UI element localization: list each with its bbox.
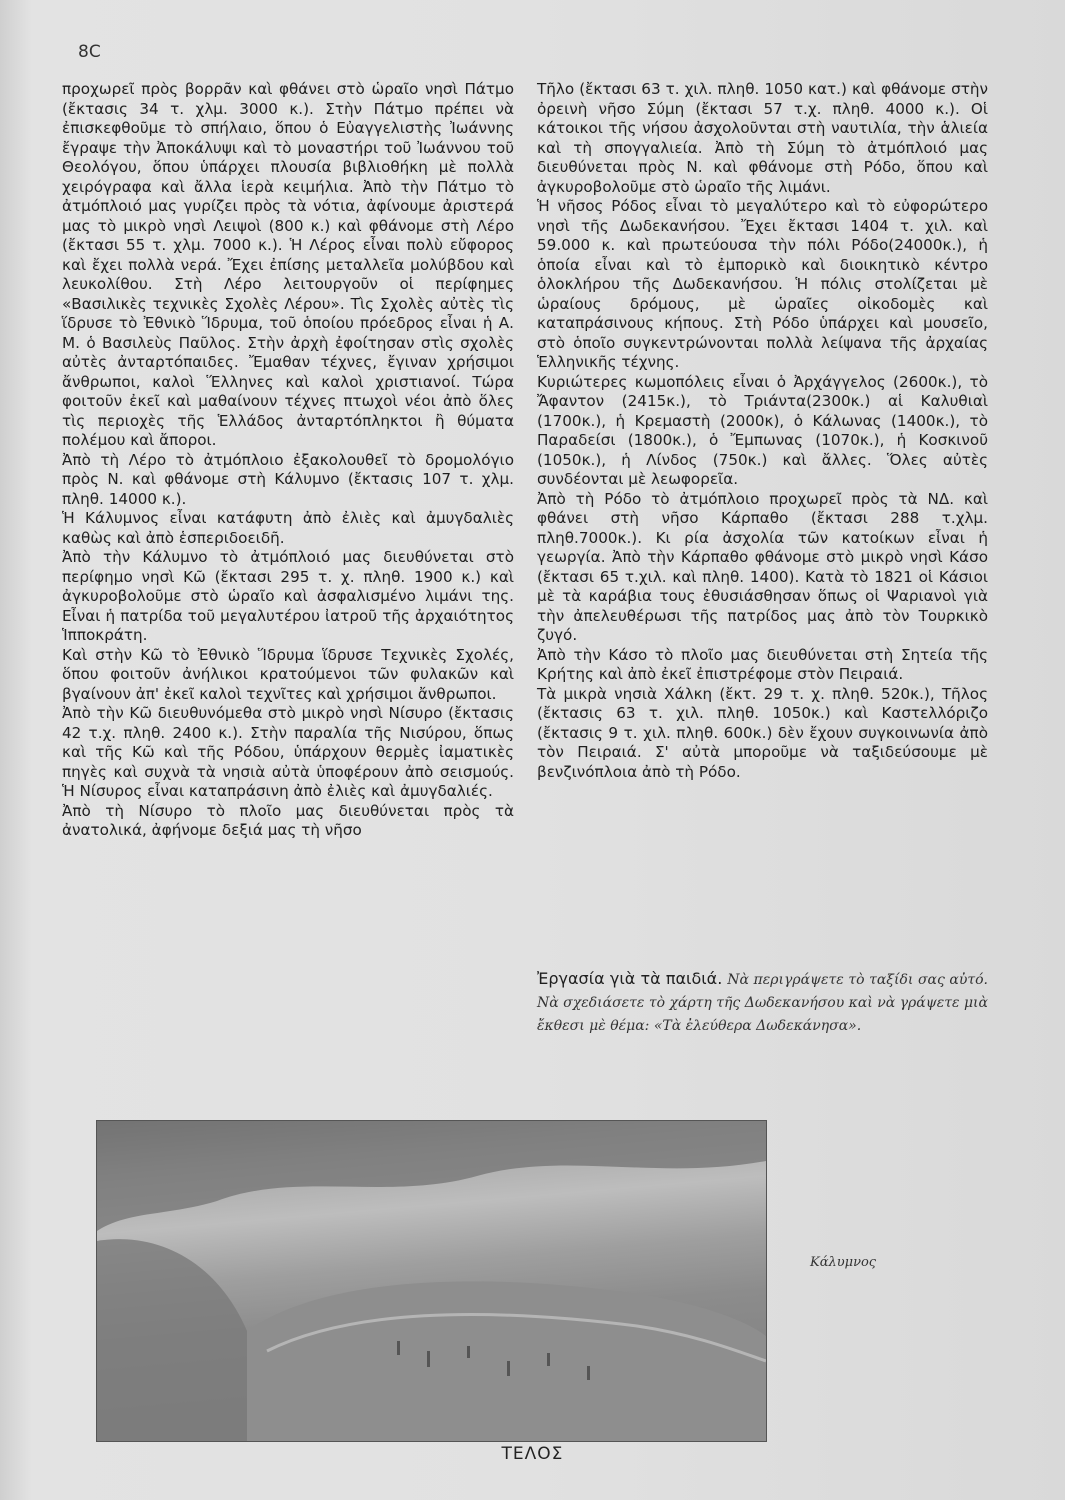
harbor-illustration — [97, 1121, 766, 1441]
exercise-text: Νὰ περιγράψετε τὸ ταξίδι σας αὐτό. Νὰ σχεδιάσετε τὸ χάρτη τῆς Δωδεκανήσου καὶ νὰ γράψετε μιὰ ἔκθεσι μὲ θέμα: «Τὰ ἐλεύθερα Δωδεκάνησα». — [537, 972, 988, 1034]
paragraph: Ἡ Κάλυμνος εἶναι κατάφυτη ἀπὸ ἐλιὲς καὶ ἀμυγδαλιὲς καθὼς καὶ ἀπὸ ἑσπεριδοειδῆ. — [62, 509, 514, 547]
paragraph: Ἀπὸ τὴ Λέρο τὸ ἀτμόπλοιο ἐξακολουθεῖ τὸ δρομολόγιο πρὸς Ν. καὶ φθάνομε στὴ Κάλυμνο (ἔκτασις 107 τ. χλμ. πληθ. 14000 κ.). — [62, 450, 514, 508]
paragraph: Τὰ μικρὰ νησιὰ Χάλκη (ἔκτ. 29 τ. χ. πληθ. 520κ.), Τῆλος (ἔκτασις 63 τ. χιλ. πληθ. 1050κ.) καὶ Καστελλόριζο (ἔκτασις 9 τ. χιλ. πληθ. 600κ.) δὲν ἔχουν συγκοινωνία ἀπὸ τὸν Πειραιά. Σ' αὐτὰ μποροῦμε νὰ ταξιδεύσουμε μὲ βενζινόπλοια ἀπὸ τὴ Ρόδο. — [537, 684, 988, 781]
paragraph: Ἀπὸ τὴν Κῶ διευθυνόμεθα στὸ μικρὸ νησὶ Νίσυρο (ἔκτασις 42 τ.χ. πληθ. 2400 κ.). Στὴν παραλία τῆς Νισύρου, ὅπως καὶ τῆς Κῶ καὶ τῆς Ρόδου, ὑπάρχουν θερμὲς ἰαματικὲς πηγὲς καὶ συχνὰ τὰ νησιὰ αὐτὰ ὑποφέρουν ἀπὸ σεισμούς. Ἡ Νίσυρος εἶναι καταπράσινη ἀπὸ ἐλιὲς καὶ ἀμυγδαλιές. — [62, 704, 514, 800]
paragraph: Καὶ στὴν Κῶ τὸ Ἐθνικὸ Ἵδρυμα ἵδρυσε Τεχνικὲς Σχολές, ὅπου φοιτοῦν ἀνήλικοι κρατούμενοι τῶν φυλακῶν καὶ βγαίνουν ἀπ' ἐκεῖ καλοὶ τεχνῖτες καὶ χρήσιμοι ἄνθρωποι. — [62, 645, 514, 703]
paragraph: Τῆλο (ἔκτασι 63 τ. χιλ. πληθ. 1050 κατ.) καὶ φθάνομε στὴν ὀρεινὴ νῆσο Σύμη (ἔκτασι 57 τ.χ. πληθ. 4000 κ.). Οἱ κάτοικοι τῆς νήσου ἀσχολοῦνται στὴ ναυτιλία, τὴν ἁλιεία καὶ τὴ σπογγαλιεία. Ἀπὸ τὴ Σύμη τὸ ἀτμόπλοιό μας διευθύνεται πρὸς Ν. καὶ φθάνομε στὴ Ρόδο, ὅπου καὶ ἀγκυροβολοῦμε στὸ ὡραῖο τῆς λιμάνι. — [537, 80, 988, 196]
exercise-heading: Ἐργασία γιὰ τὰ παιδιά. — [537, 969, 723, 988]
paragraph: Ἀπὸ τὴ Νίσυρο τὸ πλοῖο μας διευθύνεται πρὸς τὰ ἀνατολικά, ἀφήνομε δεξιά μας τὴ νῆσο — [62, 801, 514, 839]
left-column — [62, 80, 514, 841]
footer-end: ΤΕΛΟΣ — [501, 1444, 564, 1464]
paragraph: προχωρεῖ πρὸς βορρᾶν καὶ φθάνει στὸ ὡραῖο νησὶ Πάτμο (ἔκτασις 34 τ. χλμ. 3000 κ.). Στὴν Πάτμο πρέπει νὰ ἐπισκεφθοῦμε τὸ σπήλαιο, ὅπου ὁ Εὐαγγελιστὴς Ἰωάννης ἔγραψε τὴν Ἀποκάλυψι καὶ τὸ μοναστήρι τοῦ Ἰωάννου τοῦ Θεολόγου, ὅπου ὑπάρχει πλουσία βιβλιοθήκη μὲ πολλὰ χειρόγραφα καὶ ἄλλα ἱερὰ κειμήλια. Ἀπὸ τὴν Πάτμο τὸ ἀτμόπλοιό μας γυρίζει πρὸς τὰ νότια, ἀφίνουμε ἀριστερά μας τὸ μικρὸ νησὶ Λειψοὶ (800 κ.) καὶ φθάνομε στὴ Λέρο (ἔκτασι 55 τ. χλμ. 7000 κ.). Ἡ Λέρος εἶναι πολὺ εὔφορος καὶ ἔχει πολλὰ νερά. Ἔχει ἐπίσης μεταλλεῖα μολύβδου καὶ λευκολίθου. Στὴ Λέρο λειτουργοῦν οἱ περίφημες «Βασιλικὲς τεχνικὲς Σχολὲς Λέρου». Τὶς Σχολὲς αὐτὲς τὶς ἵδρυσε τὸ Ἐθνικὸ Ἵδρυμα, τοῦ ὁποίου πρόεδρος εἶναι ἡ Α. Μ. ὁ Βασιλεὺς Παῦλος. Στὴν ἀρχὴ ἐφοίτησαν στὶς σχολὲς αὐτὲς ἀνταρτόπαιδες. Ἔμαθαν τέχνες, ἔγιναν χρήσιμοι ἄνθρωποι, καλοὶ Ἕλληνες καὶ καλοὶ χριστιανοί. Τώρα φοιτοῦν ἐκεῖ καὶ μαθαίνουν τέχνες πτωχοὶ νέοι ἀπὸ ὅλες τὶς περιοχὲς τῆς Ἑλλάδος ἀνταρτόπληκτοι ἢ θύματα πολέμου καὶ ἄποροι. — [62, 80, 514, 449]
page-number: 8C — [78, 42, 101, 62]
paragraph: Ἀπὸ τὴ Ρόδο τὸ ἀτμόπλοιο προχωρεῖ πρὸς τὰ ΝΔ. καὶ φθάνει στὴ νῆσο Κάρπαθο (ἔκτασι 288 τ.χλμ. πληθ.7000κ.). Κι ρία ἀσχολία τῶν κατοίκων εἶναι ἡ γεωργία. Ἀπὸ τὴν Κάρπαθο φθάνομε στὸ μικρὸ νησὶ Κάσο (ἔκτασι 65 τ.χιλ. καὶ πληθ. 1400). Κατὰ τὸ 1821 οἱ Κάσιοι μὲ τὰ καράβια τους ἐθυσιάσθησαν ὅπως οἱ Ψαριανοὶ γιὰ τὴν ἀπελευθέρωσι τῆς πατρίδος μας ἀπὸ τὸν Τουρκικὸ ζυγό. — [537, 489, 988, 644]
paragraph: Ἡ νῆσος Ρόδος εἶναι τὸ μεγαλύτερο καὶ τὸ εὐφορώτερο νησὶ τῆς Δωδεκανήσου. Ἔχει ἔκτασι 1404 τ. χιλ. καὶ 59.000 κ. καὶ πρωτεύουσα τὴν πόλι Ρόδο(24000κ.), ἡ ὁποία εἶναι καὶ τὸ ἐμπορικὸ καὶ διοικητικὸ κέντρο ὁλοκλήρου τῆς Δωδεκανήσου. Ἡ πόλις στολίζεται μὲ ὡραίους δρόμους, μὲ ὡραῖες οἰκοδομὲς καὶ καταπράσινους κήπους. Στὴ Ρόδο ὑπάρχει καὶ μουσεῖο, στὸ ὁποῖο συγκεντρώνονται πολλὰ λείψανα τῆς ἀρχαίας Ἑλληνικῆς τέχνης. — [537, 197, 988, 371]
paragraph: Ἀπὸ τὴν Κάλυμνο τὸ ἀτμόπλοιό μας διευθύνεται στὸ περίφημο νησὶ Κῶ (ἔκτασι 295 τ. χ. πληθ. 1900 κ.) καὶ ἀγκυροβολοῦμε στὸ ὡραῖο καὶ ἀσφαλισμένο λιμάνι της. Εἶναι ἡ πατρίδα τοῦ μεγαλυτέρου ἰατροῦ τῆς ἀρχαιότητος Ἱπποκράτη. — [62, 548, 514, 644]
kalymnos-photo — [96, 1120, 767, 1442]
paragraph: Ἀπὸ τὴν Κάσο τὸ πλοῖο μας διευθύνεται στὴ Σητεία τῆς Κρήτης καὶ ἀπὸ ἐκεῖ ἐπιστρέφομε στὸν Πειραιά. — [537, 645, 988, 683]
exercise-note — [537, 968, 988, 1037]
right-column — [537, 80, 988, 782]
paragraph: Κυριώτερες κωμοπόλεις εἶναι ὁ Ἀρχάγγελος (2600κ.), τὸ Ἄφαντον (2415κ.), τὸ Τριάντα(2300κ.) αἱ Καλυθιαὶ (1700κ.), ἡ Κρεμαστὴ (2000κ), ὁ Κάλωνας (1400κ.), τὸ Παραδείσι (1800κ.), ὁ Ἔμπωνας (1070κ.), ἡ Κοσκινοῦ (1050κ.), ἡ Λίνδος (750κ.) καὶ ἄλλες. Ὅλες αὐτὲς συνδέονται μὲ λεωφορεῖα. — [537, 372, 988, 488]
photo-caption: Κάλυμνος — [810, 1255, 877, 1270]
